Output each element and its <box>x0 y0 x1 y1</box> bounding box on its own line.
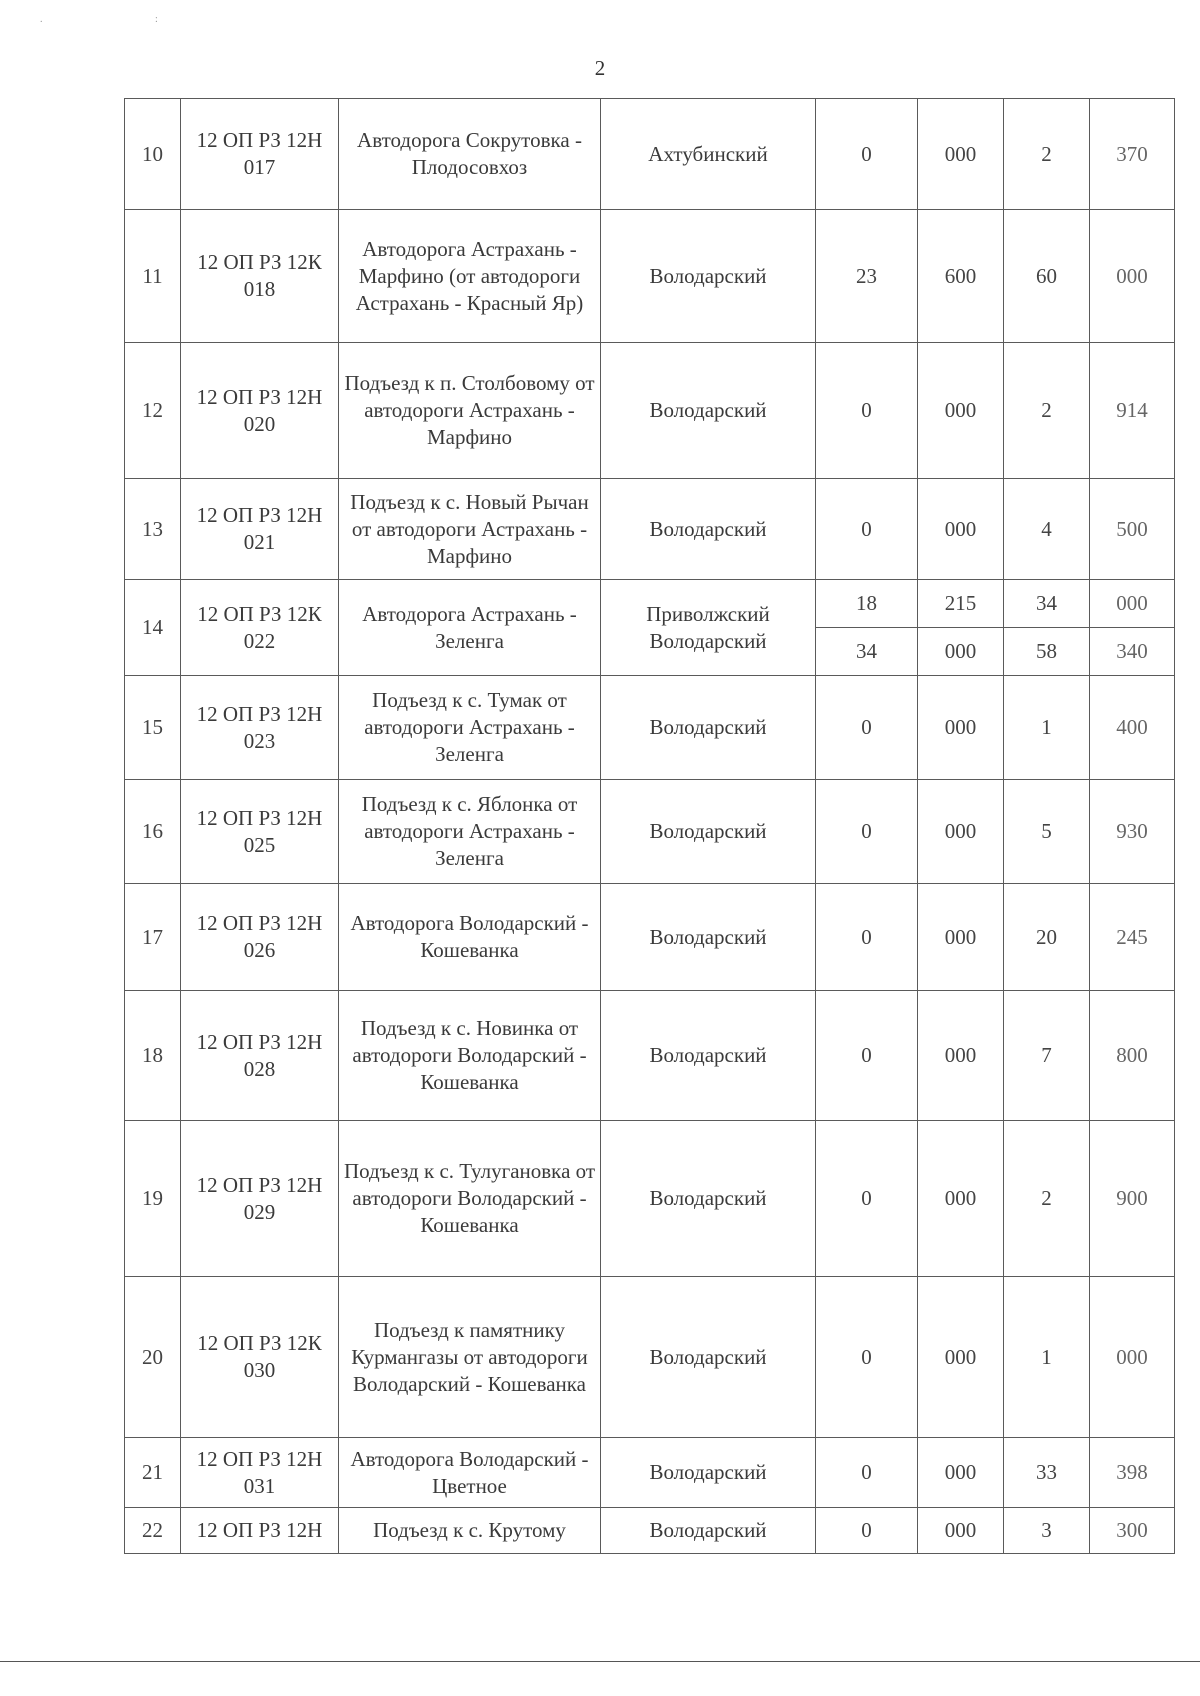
table-row <box>125 1438 1175 1508</box>
district: Володарский <box>601 210 816 343</box>
district: Володарский <box>601 1277 816 1438</box>
end-m: 370 <box>1090 99 1175 210</box>
road-name: Подъезд к с. Новый Рычан от автодороги Астрахань - Марфино <box>339 479 601 580</box>
end-km: 58 <box>1004 628 1090 676</box>
road-name: Подъезд к п. Столбовому от автодороги Астрахань - Марфино <box>339 343 601 479</box>
road-name: Автодорога Астрахань - Зеленга <box>339 580 601 676</box>
start-km: 0 <box>816 991 918 1121</box>
start-km: 0 <box>816 1508 918 1554</box>
road-code: 12 ОП РЗ 12Н 026 <box>181 884 339 991</box>
row-number: 21 <box>125 1438 181 1508</box>
road-name: Подъезд к с. Тулугановка от автодороги Володарский - Кошеванка <box>339 1121 601 1277</box>
district: Володарский <box>601 884 816 991</box>
row-number: 11 <box>125 210 181 343</box>
table-row <box>125 210 1175 343</box>
start-km: 18 <box>816 580 918 628</box>
district: Володарский <box>601 1121 816 1277</box>
start-m: 000 <box>918 479 1004 580</box>
start-m: 000 <box>918 343 1004 479</box>
end-m: 900 <box>1090 1121 1175 1277</box>
road-name: Подъезд к с. Новинка от автодороги Володарский - Кошеванка <box>339 991 601 1121</box>
road-name: Автодорога Володарский - Цветное <box>339 1438 601 1508</box>
district: Володарский <box>601 1508 816 1554</box>
table-row <box>125 580 1175 628</box>
road-name: Подъезд к с. Крутому <box>339 1508 601 1554</box>
start-m: 000 <box>918 991 1004 1121</box>
road-code: 12 ОП РЗ 12Н 023 <box>181 676 339 780</box>
start-km: 0 <box>816 780 918 884</box>
road-code: 12 ОП РЗ 12К 030 <box>181 1277 339 1438</box>
start-km: 0 <box>816 99 918 210</box>
table-row <box>125 479 1175 580</box>
table-row <box>125 676 1175 780</box>
start-m: 000 <box>918 884 1004 991</box>
road-name: Подъезд к с. Яблонка от автодороги Астрахань - Зеленга <box>339 780 601 884</box>
end-m: 300 <box>1090 1508 1175 1554</box>
end-km: 20 <box>1004 884 1090 991</box>
district: Володарский <box>601 676 816 780</box>
table-row <box>125 991 1175 1121</box>
start-m: 000 <box>918 780 1004 884</box>
start-km: 0 <box>816 1438 918 1508</box>
start-m: 000 <box>918 1277 1004 1438</box>
road-name: Автодорога Сокрутовка - Плодосовхоз <box>339 99 601 210</box>
end-m: 930 <box>1090 780 1175 884</box>
table-row <box>125 1277 1175 1438</box>
end-m: 000 <box>1090 210 1175 343</box>
table-row <box>125 99 1175 210</box>
end-m: 914 <box>1090 343 1175 479</box>
end-m: 000 <box>1090 580 1175 628</box>
start-m: 600 <box>918 210 1004 343</box>
table-row <box>125 780 1175 884</box>
start-km: 34 <box>816 628 918 676</box>
roads-table <box>124 98 1175 1554</box>
road-code: 12 ОП РЗ 12Н <box>181 1508 339 1554</box>
start-m: 215 <box>918 580 1004 628</box>
row-number: 16 <box>125 780 181 884</box>
road-code: 12 ОП РЗ 12Н 020 <box>181 343 339 479</box>
start-m: 000 <box>918 1438 1004 1508</box>
end-m: 000 <box>1090 1277 1175 1438</box>
end-km: 2 <box>1004 99 1090 210</box>
table-row <box>125 884 1175 991</box>
row-number: 20 <box>125 1277 181 1438</box>
district: Володарский <box>601 991 816 1121</box>
road-code: 12 ОП РЗ 12К 022 <box>181 580 339 676</box>
end-m: 398 <box>1090 1438 1175 1508</box>
end-m: 340 <box>1090 628 1175 676</box>
road-code: 12 ОП РЗ 12Н 025 <box>181 780 339 884</box>
start-km: 0 <box>816 479 918 580</box>
end-km: 33 <box>1004 1438 1090 1508</box>
end-km: 4 <box>1004 479 1090 580</box>
end-m: 245 <box>1090 884 1175 991</box>
start-km: 0 <box>816 1121 918 1277</box>
start-m: 000 <box>918 628 1004 676</box>
end-km: 1 <box>1004 1277 1090 1438</box>
end-km: 1 <box>1004 676 1090 780</box>
road-code: 12 ОП РЗ 12Н 031 <box>181 1438 339 1508</box>
start-km: 0 <box>816 1277 918 1438</box>
end-km: 60 <box>1004 210 1090 343</box>
row-number: 18 <box>125 991 181 1121</box>
row-number: 17 <box>125 884 181 991</box>
end-km: 2 <box>1004 1121 1090 1277</box>
road-name: Подъезд к памятнику Курмангазы от автодороги Володарский - Кошеванка <box>339 1277 601 1438</box>
end-km: 3 <box>1004 1508 1090 1554</box>
start-m: 000 <box>918 99 1004 210</box>
end-m: 800 <box>1090 991 1175 1121</box>
row-number: 12 <box>125 343 181 479</box>
end-km: 7 <box>1004 991 1090 1121</box>
road-code: 12 ОП РЗ 12Н 017 <box>181 99 339 210</box>
row-number: 19 <box>125 1121 181 1277</box>
road-name: Автодорога Володарский - Кошеванка <box>339 884 601 991</box>
road-name: Автодорога Астрахань - Марфино (от автодороги Астрахань - Красный Яр) <box>339 210 601 343</box>
end-m: 500 <box>1090 479 1175 580</box>
road-code: 12 ОП РЗ 12К 018 <box>181 210 339 343</box>
table-row <box>125 1121 1175 1277</box>
district: Володарский <box>601 343 816 479</box>
start-km: 0 <box>816 676 918 780</box>
district: Володарский <box>601 1438 816 1508</box>
road-code: 12 ОП РЗ 12Н 029 <box>181 1121 339 1277</box>
district: Володарский <box>601 479 816 580</box>
bottom-rule-divider <box>0 1661 1200 1662</box>
start-m: 000 <box>918 1121 1004 1277</box>
road-name: Подъезд к с. Тумак от автодороги Астрахань - Зеленга <box>339 676 601 780</box>
row-number: 14 <box>125 580 181 676</box>
row-number: 15 <box>125 676 181 780</box>
page-number: 2 <box>594 56 606 80</box>
road-code: 12 ОП РЗ 12Н 028 <box>181 991 339 1121</box>
road-code: 12 ОП РЗ 12Н 021 <box>181 479 339 580</box>
start-m: 000 <box>918 1508 1004 1554</box>
scan-speck-marks: . : <box>40 14 213 25</box>
table-row <box>125 1508 1175 1554</box>
row-number: 22 <box>125 1508 181 1554</box>
end-km: 34 <box>1004 580 1090 628</box>
end-m: 400 <box>1090 676 1175 780</box>
start-km: 0 <box>816 343 918 479</box>
start-km: 0 <box>816 884 918 991</box>
start-m: 000 <box>918 676 1004 780</box>
end-km: 5 <box>1004 780 1090 884</box>
row-number: 13 <box>125 479 181 580</box>
district: Ахтубинский <box>601 99 816 210</box>
district: Володарский <box>601 780 816 884</box>
start-km: 23 <box>816 210 918 343</box>
end-km: 2 <box>1004 343 1090 479</box>
table-row <box>125 343 1175 479</box>
district: Приволжский Володарский <box>601 580 816 676</box>
row-number: 10 <box>125 99 181 210</box>
